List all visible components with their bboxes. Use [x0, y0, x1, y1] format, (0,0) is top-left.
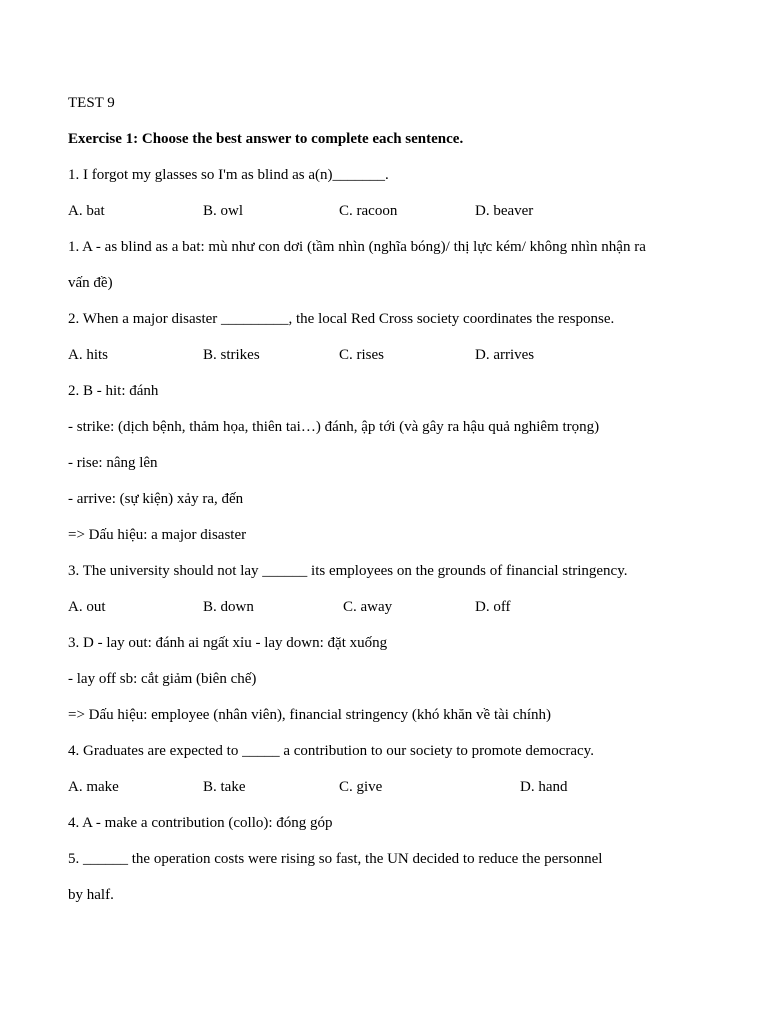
q3-option-b: B. down — [203, 599, 254, 615]
q4-option-a: A. make — [68, 779, 119, 795]
q2-explanation-line: - arrive: (sự kiện) xảy ra, đến — [68, 491, 244, 507]
q3-option-d: D. off — [475, 599, 511, 615]
question-1: 1. I forgot my glasses so I'm as blind as a(n)_______. — [68, 167, 389, 183]
q2-explanation-line: - strike: (dịch bệnh, thảm họa, thiên tai…) đánh, ập tới (và gây ra hậu quả nghiêm trọng) — [68, 419, 600, 435]
q2-option-a: A. hits — [68, 347, 109, 363]
q2-explanation-line: => Dấu hiệu: a major disaster — [68, 527, 247, 543]
q1-explanation-line: 1. A - as blind as a bat: mù như con dơi (tầm nhìn (nghĩa bóng)/ thị lực kém/ không nhìn nhận ra — [68, 239, 646, 255]
exercise-heading: Exercise 1: Choose the best answer to complete each sentence. — [68, 131, 464, 147]
q1-option-b: B. owl — [203, 203, 244, 219]
question-3: 3. The university should not lay ______ its employees on the grounds of financial stringency. — [68, 563, 628, 579]
question-2: 2. When a major disaster _________, the local Red Cross society coordinates the response. — [68, 311, 615, 327]
q3-explanation-line: - lay off sb: cắt giảm (biên chế) — [68, 671, 257, 687]
q4-option-c: C. give — [339, 779, 383, 795]
q4-option-b: B. take — [203, 779, 246, 795]
q2-option-c: C. rises — [339, 347, 384, 363]
q4-explanation-line: 4. A - make a contribution (collo): đóng góp — [68, 815, 333, 831]
q2-option-d: D. arrives — [475, 347, 535, 363]
q3-option-a: A. out — [68, 599, 106, 615]
q2-option-b: B. strikes — [203, 347, 260, 363]
q2-explanation-line: - rise: nâng lên — [68, 455, 158, 471]
q4-option-d: D. hand — [520, 779, 568, 795]
q1-option-a: A. bat — [68, 203, 105, 219]
q3-option-c: C. away — [343, 599, 393, 615]
q3-explanation-line: => Dấu hiệu: employee (nhân viên), financial stringency (khó khăn về tài chính) — [68, 707, 552, 723]
question-4: 4. Graduates are expected to _____ a contribution to our society to promote democracy. — [68, 743, 594, 759]
q1-option-d: D. beaver — [475, 203, 534, 219]
q2-explanation-line: 2. B - hit: đánh — [68, 383, 159, 399]
q1-explanation-line: vấn đề) — [68, 275, 113, 291]
test-title: TEST 9 — [68, 95, 115, 111]
q3-explanation-line: 3. D - lay out: đánh ai ngất xỉu - lay down: đặt xuống — [68, 635, 388, 651]
question-5: 5. ______ the operation costs were rising so fast, the UN decided to reduce the personnel — [68, 851, 603, 867]
question-5-continued: by half. — [68, 887, 114, 903]
q1-option-c: C. racoon — [339, 203, 398, 219]
